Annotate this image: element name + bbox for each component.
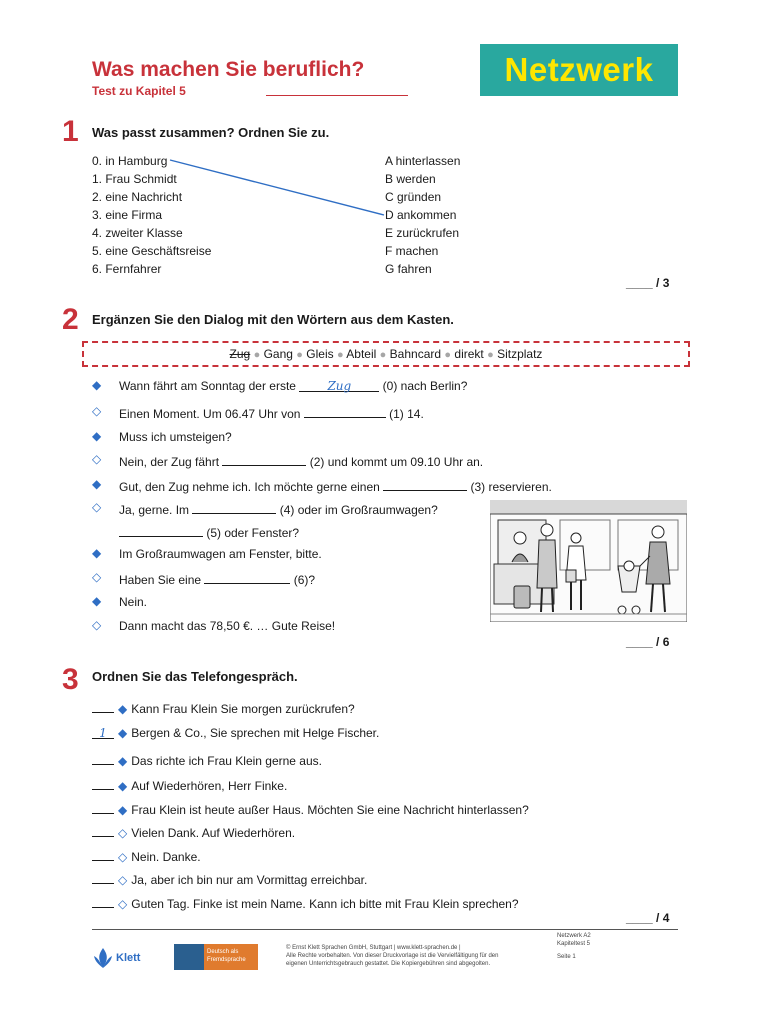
outline-diamond-icon: ◇ [118, 897, 128, 911]
word-box-item: direkt [454, 347, 484, 361]
answer-blank[interactable] [204, 571, 290, 584]
order-item [92, 801, 529, 817]
order-item [92, 895, 519, 911]
bullet-icon: ● [336, 349, 344, 361]
dialog-text: (4) oder im Großraumwagen? [276, 503, 438, 517]
answer-blank[interactable] [383, 478, 467, 491]
outline-diamond-icon: ◇ [118, 826, 128, 840]
test-name: Kapiteltest 5 [557, 941, 591, 947]
order-number-blank[interactable] [92, 848, 114, 861]
answer-blank[interactable] [299, 379, 379, 392]
filled-diamond-icon: ◆ [118, 779, 128, 793]
example-answer: Zug [327, 379, 352, 393]
dialog-text: (6)? [290, 573, 316, 587]
outline-diamond-icon: ◇ [92, 618, 102, 632]
order-item [92, 700, 355, 716]
word-box-item: Gleis [306, 347, 334, 361]
page-subtitle: Test zu Kapitel 5 [92, 84, 186, 98]
list-item: 0. in Hamburg [92, 154, 168, 168]
outline-diamond-icon: ◇ [92, 570, 102, 584]
list-item: G fahren [385, 262, 432, 276]
section-1-heading: Was passt zusammen? Ordnen Sie zu. [92, 125, 330, 140]
order-number-blank[interactable] [92, 895, 114, 908]
word-box-item: Sitzplatz [497, 347, 543, 361]
order-number-blank[interactable]: 1 [92, 726, 114, 739]
dialog-text: (2) und kommt um 09.10 Uhr an. [306, 455, 484, 469]
word-box-item: Gang [263, 347, 293, 361]
list-item: 2. eine Nachricht [92, 190, 183, 204]
dialog-text: Ja, gerne. Im [119, 503, 193, 517]
outline-diamond-icon: ◇ [118, 873, 128, 887]
section-1-number: 1 [62, 115, 79, 148]
order-item-text: Das richte ich Frau Klein gerne aus. [131, 754, 322, 768]
dialog-text: Gut, den Zug nehme ich. Ich möchte gerne einen [119, 480, 384, 494]
bullet-icon: ● [487, 349, 494, 361]
section-2-score: ____ / 6 [626, 635, 670, 649]
dialog-text: Im Großraumwagen am Fenster, bitte. [119, 547, 322, 561]
word-box-item: Abteil [346, 347, 377, 361]
order-item [92, 726, 379, 740]
order-number-blank[interactable] [92, 871, 114, 884]
dialog-text: Muss ich umsteigen? [119, 430, 232, 444]
outline-diamond-icon: ◇ [118, 850, 128, 864]
section-3-score: ____ / 4 [626, 911, 670, 925]
list-item: 4. zweiter Klasse [92, 226, 183, 240]
dialog-text: (1) 14. [385, 407, 424, 421]
list-item: 3. eine Firma [92, 208, 163, 222]
order-item-text: Nein. Danke. [131, 850, 201, 864]
order-number-blank[interactable] [92, 700, 114, 713]
section-3-heading: Ordnen Sie das Telefongespräch. [92, 669, 298, 684]
bullet-icon: ● [379, 349, 387, 361]
footer-divider [92, 929, 678, 930]
answer-blank[interactable] [119, 524, 203, 537]
order-item [92, 824, 295, 840]
outline-diamond-icon: ◇ [92, 404, 102, 418]
order-number-blank[interactable] [92, 752, 114, 765]
copyright-line: eigenen Unterrichtsgebrauch gestattet. Die Kopiergebühren sind abgegolten. [286, 961, 491, 967]
ticket-counter-illustration [490, 500, 687, 622]
book-info [557, 932, 591, 948]
dialog-text: (0) nach Berlin? [379, 379, 468, 393]
book-title: Netzwerk A2 [557, 933, 591, 939]
section-2-number: 2 [62, 303, 79, 336]
answer-blank[interactable] [222, 453, 306, 466]
word-box-item: Zug [229, 347, 251, 361]
section-1-score: ____ / 3 [626, 276, 670, 290]
copyright-line: Alle Rechte vorbehalten. Von dieser Druckvorlage ist die Vervielfältigung für den [286, 953, 499, 959]
partner-logo-text: Deutsch als Fremdsprache [204, 944, 258, 970]
list-item: E zurückrufen [385, 226, 460, 240]
answer-blank[interactable] [192, 501, 276, 514]
copyright-line: © Ernst Klett Sprachen GmbH, Stuttgart | www.klett-sprachen.de | [286, 945, 461, 951]
filled-diamond-icon: ◆ [92, 546, 102, 560]
dialog-text: Dann macht das 78,50 €. … Gute Reise! [119, 619, 336, 633]
order-number-blank[interactable] [92, 777, 114, 790]
order-item-text: Auf Wiederhören, Herr Finke. [131, 779, 288, 793]
section-2-heading: Ergänzen Sie den Dialog mit den Wörtern aus dem Kasten. [92, 312, 454, 327]
list-item: D ankommen [385, 208, 457, 222]
order-item-text: Bergen & Co., Sie sprechen mit Helge Fischer. [131, 726, 380, 740]
word-box-item: Bahncard [389, 347, 442, 361]
dialog-text: Wann fährt am Sonntag der erste [119, 379, 300, 393]
answer-blank[interactable] [304, 405, 386, 418]
filled-diamond-icon: ◆ [92, 429, 102, 443]
order-item-text: Kann Frau Klein Sie morgen zurückrufen? [131, 702, 355, 716]
order-item [92, 777, 287, 793]
word-box [82, 341, 690, 367]
list-item: 1. Frau Schmidt [92, 172, 177, 186]
klett-flower-icon [92, 946, 114, 970]
filled-diamond-icon: ◆ [92, 477, 102, 491]
order-item-text: Frau Klein ist heute außer Haus. Möchten Sie eine Nachricht hinterlassen? [131, 803, 529, 817]
filled-diamond-icon: ◆ [118, 702, 128, 716]
filled-diamond-icon: ◆ [118, 726, 128, 740]
copyright-notice [286, 944, 536, 968]
outline-diamond-icon: ◇ [92, 500, 102, 514]
filled-diamond-icon: ◆ [118, 754, 128, 768]
list-item: A hinterlassen [385, 154, 461, 168]
list-item: 6. Fernfahrer [92, 262, 162, 276]
bullet-icon: ● [296, 349, 303, 361]
list-item: F machen [385, 244, 439, 258]
list-item: 5. eine Geschäftsreise [92, 244, 212, 258]
order-number-blank[interactable] [92, 824, 114, 837]
section-3-number: 3 [62, 663, 79, 696]
order-item-text: Guten Tag. Finke ist mein Name. Kann ich bitte mit Frau Klein sprechen? [131, 897, 519, 911]
list-item: C gründen [385, 190, 442, 204]
dialog-text: Nein, der Zug fährt [119, 455, 223, 469]
list-item: B werden [385, 172, 436, 186]
filled-diamond-icon: ◆ [118, 803, 128, 817]
filled-diamond-icon: ◆ [92, 594, 102, 608]
order-item-text: Ja, aber ich bin nur am Vormittag erreichbar. [131, 873, 368, 887]
bullet-icon: ● [253, 349, 261, 361]
filled-diamond-icon: ◆ [92, 378, 102, 392]
example-match-line [0, 0, 770, 300]
klett-logo-text: Klett [116, 952, 141, 964]
bullet-icon: ● [444, 349, 452, 361]
dialog-text: Haben Sie eine [119, 573, 205, 587]
order-item [92, 752, 322, 768]
page-title: Was machen Sie beruflich? [92, 58, 365, 81]
outline-diamond-icon: ◇ [92, 452, 102, 466]
klett-logo [92, 944, 148, 972]
dialog-text: (5) oder Fenster? [203, 526, 300, 540]
page-number: Seite 1 [557, 954, 576, 960]
dialog-text: (3) reservieren. [467, 480, 552, 494]
dialog-text: Einen Moment. Um 06.47 Uhr von [119, 407, 304, 421]
order-item-text: Vielen Dank. Auf Wiederhören. [131, 826, 296, 840]
netzwerk-logo: Netzwerk [480, 44, 678, 96]
order-item [92, 848, 201, 864]
order-number-blank[interactable] [92, 801, 114, 814]
order-item [92, 871, 367, 887]
partner-logo [174, 944, 258, 970]
dialog-text: Nein. [119, 595, 148, 609]
